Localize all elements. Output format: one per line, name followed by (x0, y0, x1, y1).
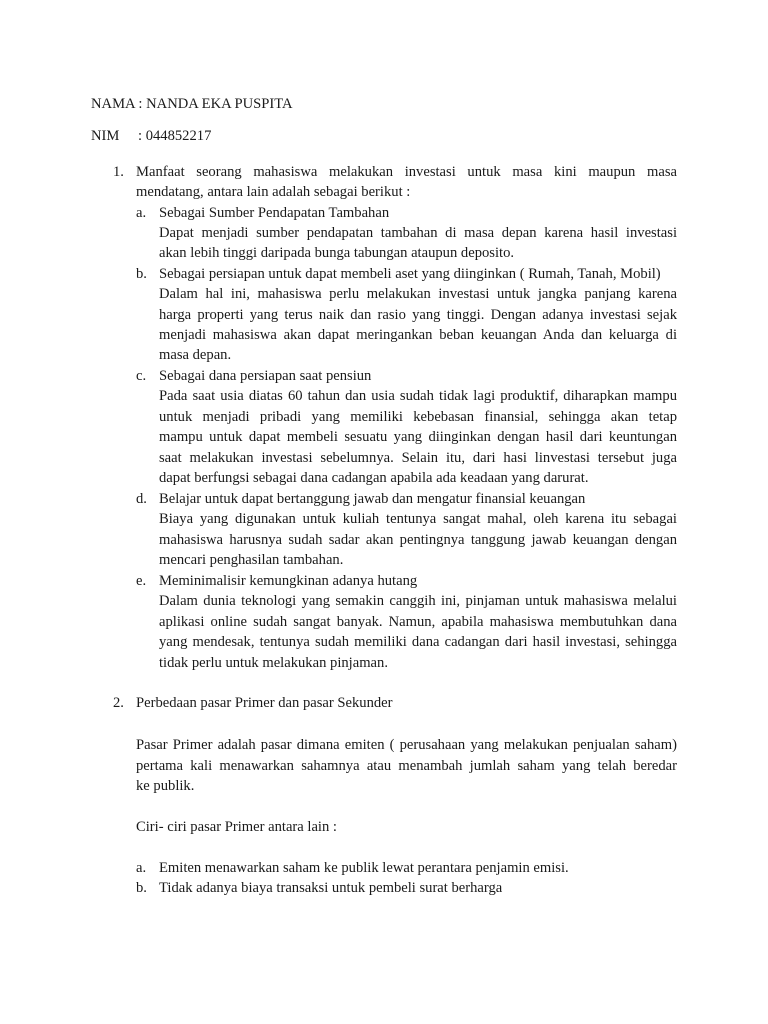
item-c-body-line: saat melakukan investasi sebelumnya. Selain itu, dari hasi linvestasi tersebut juga (159, 450, 677, 466)
student-name: NAMA : NANDA EKA PUSPITA (91, 96, 293, 112)
ciri-title: Ciri- ciri pasar Primer antara lain : (136, 819, 337, 835)
section-1-intro-line: Manfaat seorang mahasiswa melakukan investasi untuk masa kini maupun masa (136, 164, 677, 180)
section-1-intro-line: mendatang, antara lain adalah sebagai berikut : (136, 184, 411, 200)
item-d-title: Belajar untuk dapat bertanggung jawab dan mengatur finansial keuangan (159, 491, 586, 507)
item-e-body-line: Dalam dunia teknologi yang semakin canggih ini, pinjaman untuk mahasiswa melalui (159, 593, 677, 609)
pasar-primer-paragraph-line: ke publik. (136, 778, 195, 794)
item-a-marker: a. (136, 205, 147, 221)
item-a-body-line: Dapat menjadi sumber pendapatan tambahan di masa depan karena hasil investasi (159, 225, 677, 241)
ciri-b-marker: b. (136, 880, 147, 896)
item-a-title: Sebagai Sumber Pendapatan Tambahan (159, 205, 390, 221)
item-b-body-line: Dalam hal ini, mahasiswa perlu melakukan investasi untuk jangka panjang karena (159, 286, 677, 302)
item-c-body-line: dapat berfungsi sebagai dana cadangan apabila ada keadaan yang darurat. (159, 470, 589, 486)
item-b-title: Sebagai persiapan untuk dapat membeli aset yang diinginkan ( Rumah, Tanah, Mobil) (159, 266, 661, 282)
item-c-marker: c. (136, 368, 147, 384)
item-b-body-line: harga properti yang terus naik dan rasio yang tinggi. Dengan adanya investasi sejak (159, 307, 677, 323)
item-c-body-line: mampu untuk dapat membeli sesuatu yang diinginkan dengan hasil dari keuntungan (159, 429, 677, 445)
item-e-marker: e. (136, 573, 147, 589)
item-b-marker: b. (136, 266, 147, 282)
item-c-body-line: untuk menjadi pribadi yang memiliki kebebasan finansial, sehingga akan tetap (159, 409, 677, 425)
item-e-body-line: tidak perlu untuk melakukan pinjaman. (159, 655, 388, 671)
item-b-body-line: masa depan. (159, 347, 232, 363)
section-2-number: 2. (113, 695, 124, 711)
item-b-body-line: menjadi mahasiswa akan dapat meringankan beban keuangan Anda dan keluarga di (159, 327, 677, 343)
nim-value: : 044852217 (138, 128, 212, 144)
pasar-primer-paragraph-line: pertama kali menawarkan sahamnya atau menambah jumlah saham yang telah beredar (136, 758, 677, 774)
pasar-primer-paragraph-line: Pasar Primer adalah pasar dimana emiten ( perusahaan yang melakukan penjualan saham) (136, 737, 677, 753)
ciri-b-text: Tidak adanya biaya transaksi untuk pembeli surat berharga (159, 880, 503, 896)
item-d-body-line: mencari penghasilan tambahan. (159, 552, 344, 568)
item-d-marker: d. (136, 491, 147, 507)
item-c-body-line: Pada saat usia diatas 60 tahun dan usia sudah tidak lagi produktif, diharapkan mampu (159, 388, 677, 404)
ciri-a-text: Emiten menawarkan saham ke publik lewat perantara penjamin emisi. (159, 860, 569, 876)
section-2-title: Perbedaan pasar Primer dan pasar Sekunder (136, 695, 393, 711)
ciri-a-marker: a. (136, 860, 147, 876)
item-d-body-line: Biaya yang digunakan untuk kuliah tentunya sangat mahal, oleh karena itu sebagai (159, 511, 677, 527)
item-d-body-line: mahasiswa harusnya sudah sadar akan pentingnya tanggung jawab keuangan dengan (159, 532, 677, 548)
nim-label: NIM (91, 128, 120, 144)
item-e-title: Meminimalisir kemungkinan adanya hutang (159, 573, 418, 589)
item-e-body-line: yang mendesak, tentunya sudah memiliki dana cadangan dari hasil investasi, sehingga (159, 634, 677, 650)
item-c-title: Sebagai dana persiapan saat pensiun (159, 368, 372, 384)
item-a-body-line: akan lebih tinggi daripada bunga tabungan ataupun deposito. (159, 245, 515, 261)
section-1-number: 1. (113, 164, 124, 180)
item-e-body-line: aplikasi online sudah sangat banyak. Namun, apabila mahasiswa membutuhkan dana (159, 614, 677, 630)
